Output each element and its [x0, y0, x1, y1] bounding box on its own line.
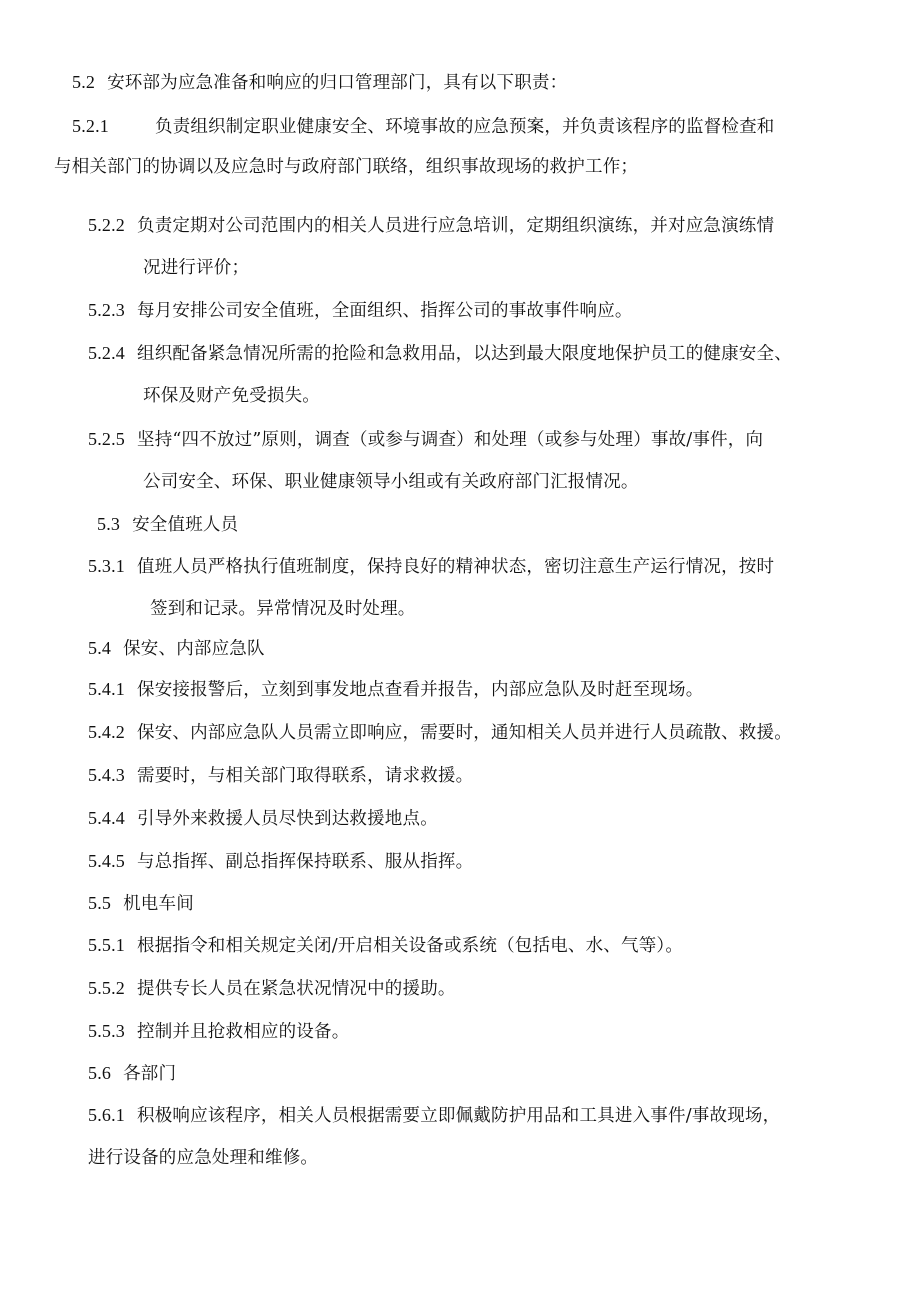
section-text: 控制并且抢救相应的设备。	[137, 1022, 350, 1042]
section-text: 积极响应该程序，相关人员根据需要立即佩戴防护用品和工具进入事件/事故现场，	[137, 1106, 781, 1126]
section-number: 5.6.1	[88, 1105, 125, 1125]
section-5-4-5	[88, 849, 473, 874]
section-text: 组织配备紧急情况所需的抢险和急救用品，以达到最大限度地保护员工的健康安全、	[137, 344, 792, 364]
section-5-4-4	[88, 806, 438, 831]
section-text: 环保及财产免受损失。	[143, 386, 320, 406]
section-5-4-1	[88, 677, 703, 702]
section-5-4-2	[88, 720, 792, 745]
section-text: 提供专长人员在紧急状况情况中的援助。	[137, 979, 456, 999]
section-text: 每月安排公司安全值班，全面组织、指挥公司的事故事件响应。	[137, 301, 633, 321]
section-text: 负责定期对公司范围内的相关人员进行应急培训，定期组织演练，并对应急演练情	[137, 216, 775, 236]
section-5-5-2	[88, 976, 456, 1001]
section-5-2	[72, 70, 567, 95]
section-text: 与相关部门的协调以及应急时与政府部门联络，组织事故现场的救护工作；	[54, 157, 639, 177]
section-5-3-1	[88, 554, 774, 579]
section-text: 值班人员严格执行值班制度，保持良好的精神状态，密切注意生产运行情况，按时	[137, 557, 775, 577]
section-5-5	[88, 891, 194, 916]
section-text: 进行设备的应急处理和维修。	[88, 1148, 319, 1168]
section-number: 5.3	[97, 514, 121, 534]
section-number: 5.5	[88, 893, 112, 913]
section-number: 5.4	[88, 638, 112, 658]
section-5-4	[88, 636, 265, 661]
section-number: 5.4.1	[88, 679, 125, 699]
section-text: 保安、内部应急队	[123, 639, 265, 659]
section-text: 根据指令和相关规定关闭/开启相关设备或系统（包括电、水、气等）。	[137, 936, 684, 956]
section-text: 各部门	[123, 1064, 177, 1084]
section-5-6-1	[88, 1103, 780, 1128]
section-text: 签到和记录。异常情况及时处理。	[150, 599, 416, 619]
section-text: 安环部为应急准备和响应的归口管理部门，具有以下职责：	[107, 73, 568, 93]
section-5-2-2	[88, 213, 774, 238]
section-number: 5.4.5	[88, 851, 125, 871]
section-text: 安全值班人员	[132, 515, 239, 535]
section-number: 5.4.3	[88, 765, 125, 785]
section-number: 5.5.3	[88, 1021, 125, 1041]
section-5-2-2-continued	[143, 256, 249, 280]
section-number: 5.2.1	[72, 116, 109, 136]
section-text: 况进行评价；	[143, 258, 250, 278]
section-text: 引导外来救援人员尽快到达救援地点。	[137, 809, 438, 829]
section-number: 5.2.5	[88, 429, 125, 449]
section-5-2-4	[88, 341, 792, 366]
section-5-2-5	[88, 427, 763, 452]
section-text: 机电车间	[123, 894, 194, 914]
section-number: 5.2.3	[88, 300, 125, 320]
section-number: 5.6	[88, 1063, 112, 1083]
section-number: 5.4.2	[88, 722, 125, 742]
section-text: 保安接报警后，立刻到事发地点查看并报告，内部应急队及时赶至现场。	[137, 680, 704, 700]
section-5-2-3	[88, 298, 633, 323]
section-number: 5.2	[72, 72, 96, 92]
section-5-5-1	[88, 933, 683, 958]
section-number: 5.4.4	[88, 808, 125, 828]
section-5-2-1-continued	[54, 155, 638, 179]
section-5-5-3	[88, 1019, 349, 1044]
section-text: 保安、内部应急队人员需立即响应，需要时，通知相关人员并进行人员疏散、救援。	[137, 723, 792, 743]
section-5-2-4-continued	[143, 384, 320, 408]
section-text: 负责组织制定职业健康安全、环境事故的应急预案，并负责该程序的监督检查和	[155, 117, 775, 137]
section-number: 5.5.2	[88, 978, 125, 998]
section-text: 坚持“四不放过”原则，调查（或参与调查）和处理（或参与处理）事故/事件，向	[137, 430, 764, 450]
section-5-3	[97, 512, 238, 537]
section-5-2-5-continued	[143, 470, 639, 494]
section-number: 5.2.4	[88, 343, 125, 363]
section-text: 需要时，与相关部门取得联系，请求救援。	[137, 766, 474, 786]
section-5-4-3	[88, 763, 473, 788]
section-number: 5.2.2	[88, 215, 125, 235]
section-5-2-1	[72, 114, 775, 139]
section-5-6-1-continued	[88, 1146, 318, 1170]
section-text: 公司安全、环保、职业健康领导小组或有关政府部门汇报情况。	[143, 472, 639, 492]
section-number: 5.5.1	[88, 935, 125, 955]
section-5-3-1-continued	[150, 597, 416, 621]
section-5-6	[88, 1061, 176, 1086]
section-number: 5.3.1	[88, 556, 125, 576]
section-text: 与总指挥、副总指挥保持联系、服从指挥。	[137, 852, 474, 872]
